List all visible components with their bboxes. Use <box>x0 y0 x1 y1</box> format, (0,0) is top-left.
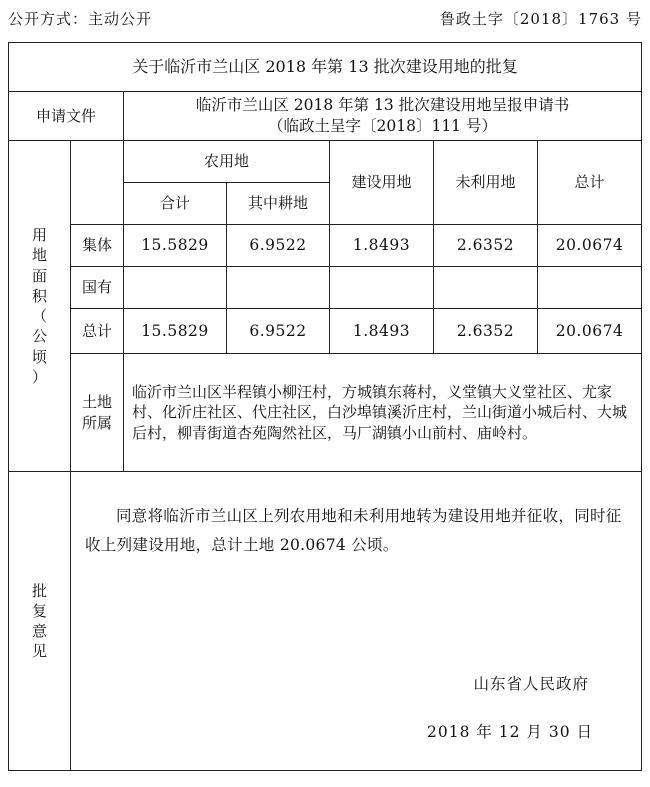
header-farm-land: 农用地 <box>124 141 330 183</box>
application-document <box>124 92 642 141</box>
row-label-grand-total: 总计 <box>71 309 124 354</box>
cell-construction: 1.8493 <box>330 225 434 267</box>
table-row <box>9 225 642 267</box>
disclosure-method: 公开方式：主动公开 <box>8 10 153 28</box>
cell-unused <box>434 267 538 309</box>
header-total: 总计 <box>538 141 642 225</box>
cell-total: 20.0674 <box>538 309 642 354</box>
cell-total: 20.0674 <box>538 225 642 267</box>
header-unused-land: 未利用地 <box>434 141 538 225</box>
table-row <box>9 267 642 309</box>
header-construction-land: 建设用地 <box>330 141 434 225</box>
document-title: 关于临沂市兰山区 2018 年第 13 批次建设用地的批复 <box>9 43 642 92</box>
land-ownership-text: 临沂市兰山区半程镇小柳汪村，方城镇东蒋村，义堂镇大义堂社区、尤家村、化沂庄社区、代庄社区，白沙埠镇溪沂庄村，兰山街道小城后村、大城后村，柳青街道杏苑陶然社区，马厂湖镇小山前村、庙岭村。 <box>124 354 642 472</box>
approval-form-table <box>8 42 642 771</box>
row-label-collective: 集体 <box>71 225 124 267</box>
application-doc-line1: 临沂市兰山区 2018 年第 13 批次建设用地呈报申请书 <box>195 96 570 115</box>
cell-unused: 2.6352 <box>434 309 538 354</box>
cell-unused: 2.6352 <box>434 225 538 267</box>
cell-farm-total: 15.5829 <box>124 225 227 267</box>
row-label-state-owned: 国有 <box>71 267 124 309</box>
cell-cultivated: 6.9522 <box>227 225 330 267</box>
approval-opinion-cell <box>71 472 642 771</box>
cell-construction: 1.8493 <box>330 309 434 354</box>
application-doc-line2: （临政土呈字〔2018〕111 号） <box>268 117 497 135</box>
land-ownership-label: 土地 所属 <box>71 354 124 472</box>
cell-cultivated <box>227 267 330 309</box>
document-number: 鲁政土字〔2018〕1763 号 <box>439 10 642 28</box>
approval-opinion-label: 批 复 意 见 <box>9 472 71 771</box>
cell-farm-total <box>124 267 227 309</box>
cell-cultivated: 6.9522 <box>227 309 330 354</box>
approval-opinion-text: 同意将临沂市兰山区上列农用地和未利用地转为建设用地并征收，同时征收上列建设用地，总计土地 20.0674 公顷。 <box>85 507 622 554</box>
cell-construction <box>330 267 434 309</box>
header-farm-total: 合计 <box>124 183 227 225</box>
cell-farm-total: 15.5829 <box>124 309 227 354</box>
land-area-label: 用 地 面 积 （ 公 顷 ） <box>9 141 71 472</box>
approving-organization: 山东省人民政府 <box>473 675 590 693</box>
header-farm-cultivated: 其中耕地 <box>227 183 330 225</box>
approval-date: 2018 年 12 月 30 日 <box>426 723 594 741</box>
application-label: 申请文件 <box>9 92 124 141</box>
table-row <box>9 309 642 354</box>
row-label-header-blank <box>71 141 124 225</box>
cell-total <box>538 267 642 309</box>
